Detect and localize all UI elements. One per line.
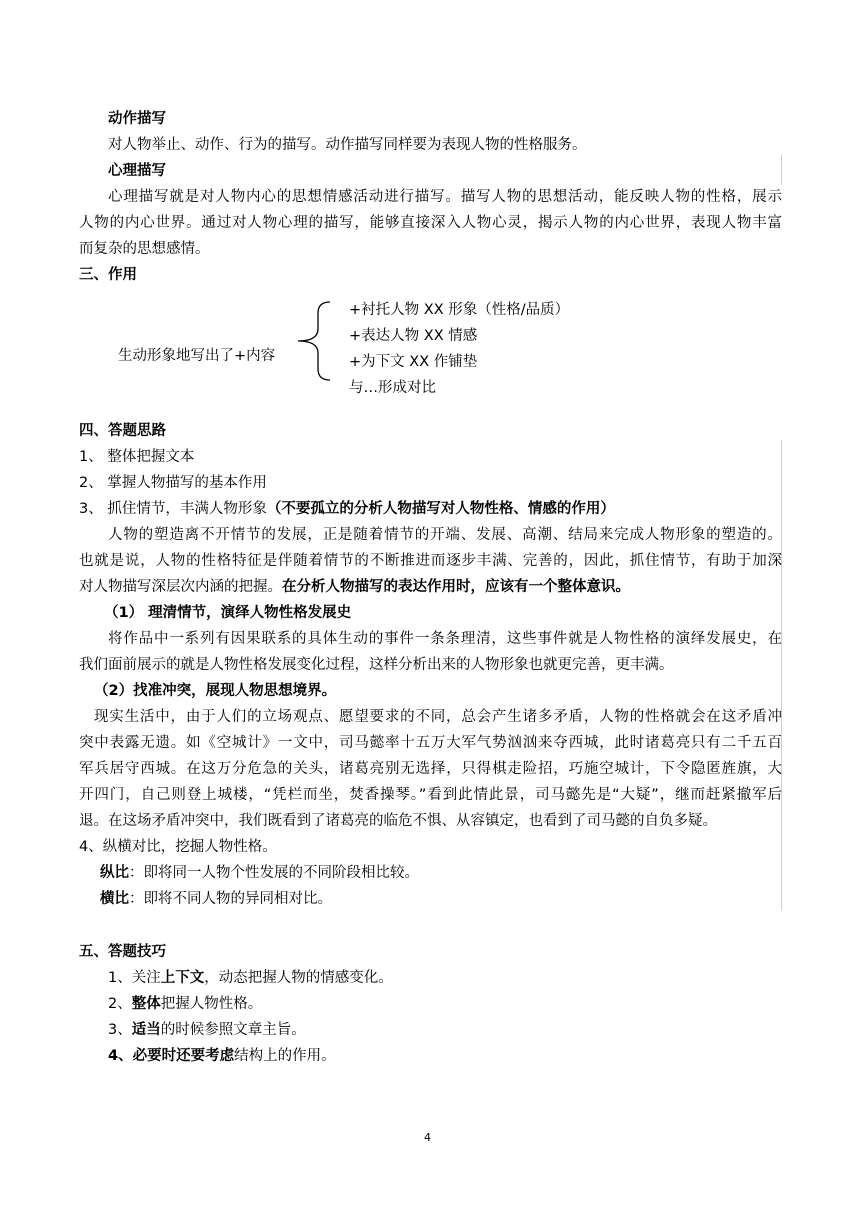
step-item: [79, 499, 615, 519]
comparison-item: [100, 863, 419, 883]
technique-item: [108, 1020, 306, 1040]
text-span: 2、: [108, 996, 132, 1012]
emphasis-text: 上下文: [160, 970, 205, 986]
right-margin-bar-top: [781, 155, 782, 185]
action-description-body: 对人物举止、动作、行为的描写。动作描写同样要为表现人物的性格服务。: [108, 137, 587, 153]
effect-left-label: 生动形象地写出了+内容: [118, 348, 276, 364]
text-span: 对人物描写深层次内涵的把握。: [79, 579, 282, 595]
comparison-text: ：即将不同人物的异同相对比。: [129, 891, 332, 907]
step-item: 2、 掌握人物描写的基本作用: [79, 475, 267, 491]
paragraph-line: 而复杂的思想感情。: [79, 241, 210, 257]
section-heading-techniques: 五、答题技巧: [79, 944, 166, 960]
emphasis-text: 在分析人物描写的表达作用时，应该有一个整体意识。: [282, 579, 630, 595]
section-heading-effect: 三、作用: [79, 267, 137, 283]
text-span: 3、: [108, 1022, 132, 1038]
text-span: 把握人物性格。: [160, 996, 263, 1012]
text-span: ，动态把握人物的情感变化。: [204, 970, 393, 986]
paragraph-line: [79, 577, 630, 597]
effect-item: +表达人物 XX 情感: [349, 328, 478, 344]
paragraph-line: 开四门，自己则登上城楼，“凭栏而坐，焚香操琴。”看到此情此景，司马懿先是“大疑”，继而赶紧撤军后: [79, 787, 782, 803]
paragraph-line: 人物的内心世界。通过对人物心理的描写，能够直接深入人物心灵，揭示人物的内心世界，表现人物丰富: [79, 215, 782, 231]
paragraph-line: 也就是说，人物的性格特征是伴随着情节的不断推进而逐步丰满、完善的，因此，抓住情节，有助于加深: [79, 553, 782, 569]
comparison-item: [100, 889, 332, 909]
technique-item: [108, 968, 393, 988]
comparison-text: ：即将同一人物个性发展的不同阶段相比较。: [129, 865, 419, 881]
right-margin-bar-main: [781, 440, 782, 910]
step-item: 4、纵横对比，挖掘人物性格。: [79, 839, 277, 855]
comparison-term: 纵比: [100, 865, 129, 881]
emphasis-text: 整体: [131, 996, 161, 1012]
text-span: 的时候参照文章主旨。: [160, 1022, 306, 1038]
action-description-heading: 动作描写: [108, 111, 166, 127]
paragraph-line: 现实生活中，由于人们的立场观点、愿望要求的不同，总会产生诸多矛盾，人物的性格就会在这矛盾冲: [94, 709, 782, 725]
subheading: （2）找准冲突，展现人物思想境界。: [94, 683, 337, 699]
paragraph-line: 退。在这场矛盾冲突中，我们既看到了诸葛亮的临危不惧、从容镇定，也看到了司马懿的自负多疑。: [79, 813, 717, 829]
technique-item: [108, 1046, 336, 1066]
paragraph-line: 我们面前展示的就是人物性格发展变化过程，这样分析出来的人物形象也就更完善，更丰满。: [79, 657, 674, 673]
step-note: （不要孤立的分析人物描写对人物性格、情感的作用）: [266, 501, 615, 517]
comparison-term: 横比: [100, 891, 129, 907]
paragraph-line: 突中表露无遗。如《空城计》一文中，司马懿率十五万大军气势汹汹来夺西城，此时诸葛亮只有二千五百: [79, 735, 782, 751]
paragraph-line: 军兵居守西城。在这万分危急的关头，诸葛亮别无选择，只得棋走险招，巧施空城计，下令隐匿旌旗，大: [79, 761, 782, 777]
page-number: 4: [424, 1131, 431, 1144]
emphasis-text: 适当: [131, 1022, 161, 1038]
emphasis-text: 4、必要时还要考虑: [108, 1048, 235, 1064]
effect-item: 与…形成对比: [349, 380, 436, 396]
step-item: 1、 整体把握文本: [79, 449, 195, 465]
technique-item: [108, 994, 262, 1014]
text-span: 结构上的作用。: [234, 1048, 336, 1064]
subheading: （1） 理清情节，演绎人物性格发展史: [104, 605, 352, 621]
section-heading-approach: 四、答题思路: [79, 423, 166, 439]
effect-item: +为下文 XX 作铺垫: [349, 354, 478, 370]
text-span: 1、关注: [108, 970, 161, 986]
paragraph-line: 将作品中一系列有因果联系的具体生动的事件一条条理清，这些事件就是人物性格的演绎发展史，在: [108, 631, 782, 647]
effect-item: +衬托人物 XX 形象（性格/品质）: [349, 302, 570, 318]
paragraph-line: 人物的塑造离不开情节的发展，正是随着情节的开端、发展、高潮、结局来完成人物形象的塑造的。: [108, 527, 782, 543]
step-label: 3、 抓住情节，丰满人物形象: [79, 501, 267, 517]
psychological-description-heading: 心理描写: [108, 163, 166, 179]
paragraph-line: 心理描写就是对人物内心的思想情感活动进行描写。描写人物的思想活动，能反映人物的性格，展示: [108, 189, 782, 205]
curly-brace-icon: [288, 299, 336, 383]
